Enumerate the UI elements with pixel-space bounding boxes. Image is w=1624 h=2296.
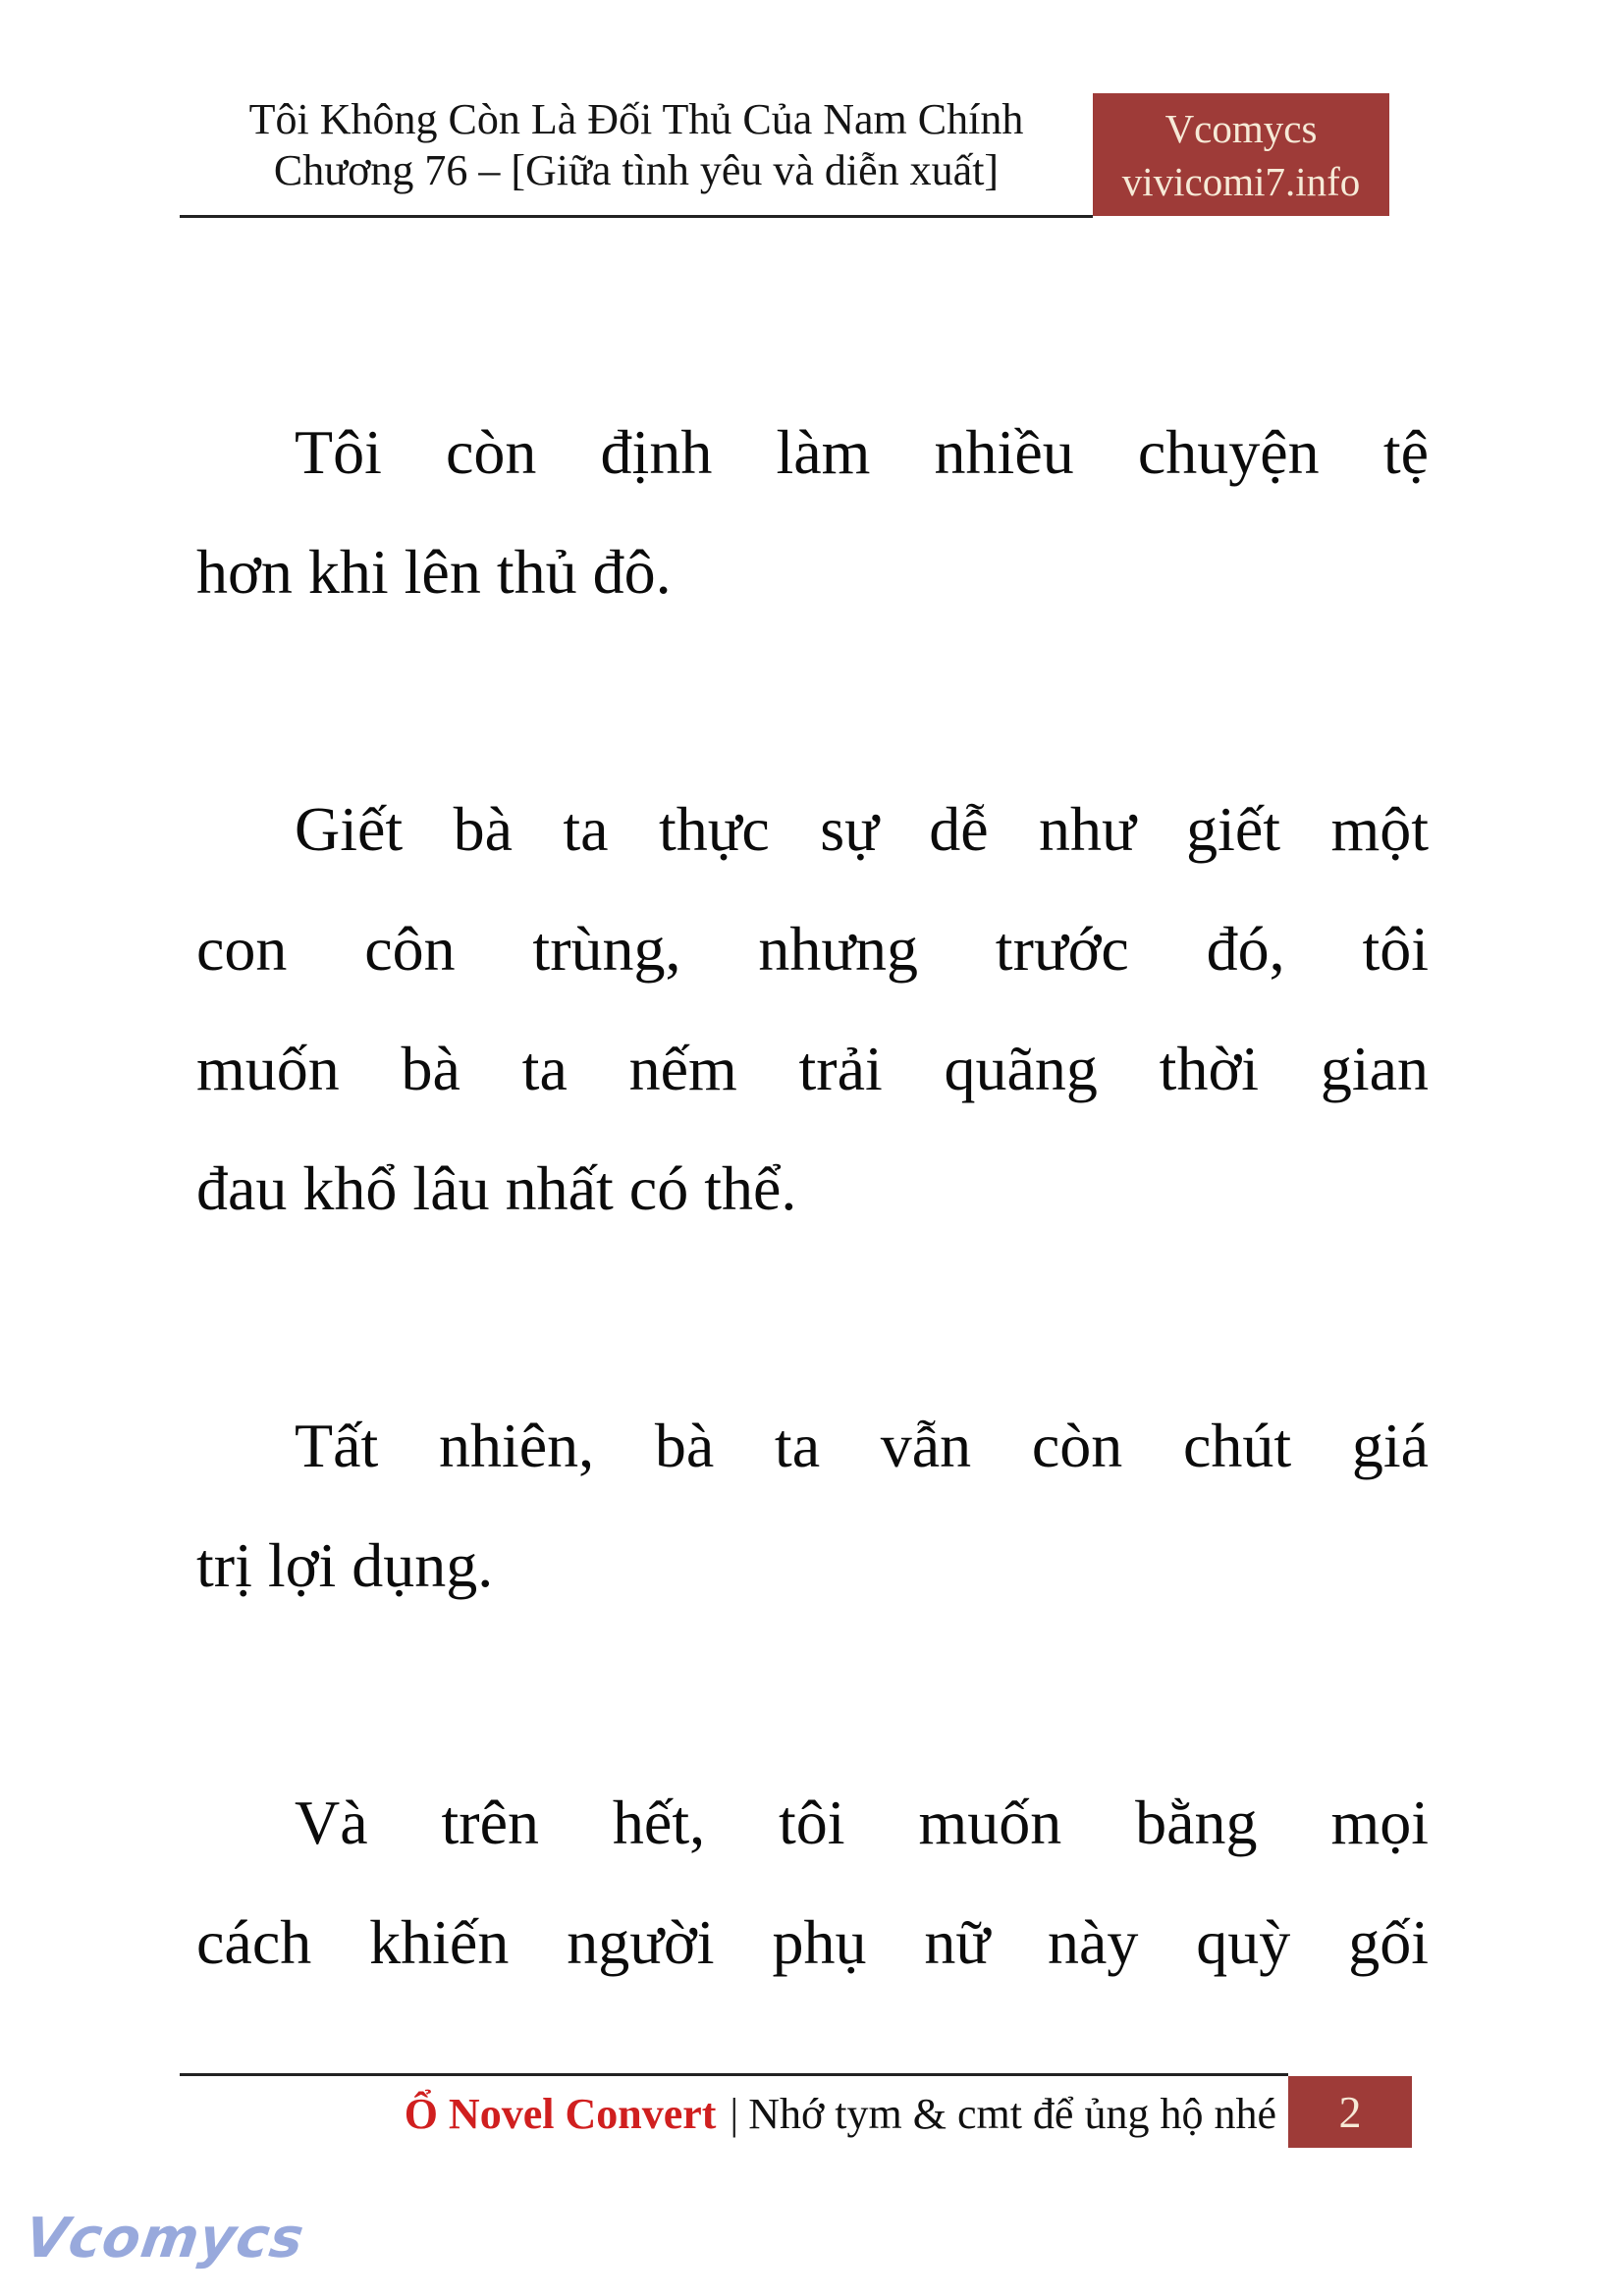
paragraph — [196, 393, 1429, 632]
footer-divider — [180, 2073, 1288, 2076]
paragraph — [196, 1386, 1429, 1626]
header-title — [180, 94, 1093, 196]
text-line: trị lợi dụng. — [196, 1530, 494, 1600]
text-line: con côn trùng, nhưng trước đó, tôi — [196, 914, 1429, 984]
vcomycs-watermark-logo: Vcomycs — [21, 2207, 308, 2270]
header-divider — [180, 215, 1093, 218]
footer-note: Nhớ tym & cmt để ủng hộ nhé — [748, 2090, 1276, 2138]
paragraph — [196, 770, 1429, 1249]
header-brand-box — [1093, 93, 1389, 216]
footer-text — [180, 2085, 1276, 2144]
footer-brand: Ổ Novel Convert — [404, 2090, 717, 2138]
footer-separator: | — [730, 2090, 739, 2138]
text-line: đau khổ lâu nhất có thể. — [196, 1153, 797, 1223]
chapter-body — [196, 393, 1429, 2002]
text-line: Giết bà ta thực sự dễ như giết một — [295, 794, 1429, 864]
text-line: hơn khi lên thủ đô. — [196, 537, 672, 607]
paragraph — [196, 1763, 1429, 2002]
page-number-badge — [1288, 2076, 1412, 2148]
text-line: Tất nhiên, bà ta vẫn còn chút giá — [295, 1411, 1429, 1480]
novel-title: Tôi Không Còn Là Đối Thủ Của Nam Chính — [248, 95, 1024, 143]
text-line: Và trên hết, tôi muốn bằng mọi — [295, 1788, 1429, 1857]
page-number: 2 — [1338, 2087, 1362, 2137]
text-line: muốn bà ta nếm trải quãng thời gian — [196, 1034, 1429, 1103]
brand-site: vivicomi7.info — [1121, 158, 1361, 204]
text-line: Tôi còn định làm nhiều chuyện tệ — [295, 417, 1429, 487]
chapter-title: Chương 76 – [Giữa tình yêu và diễn xuất] — [273, 146, 1000, 194]
text-line: cách khiến người phụ nữ này quỳ gối — [196, 1907, 1429, 1977]
brand-name: Vcomycs — [1164, 105, 1318, 151]
